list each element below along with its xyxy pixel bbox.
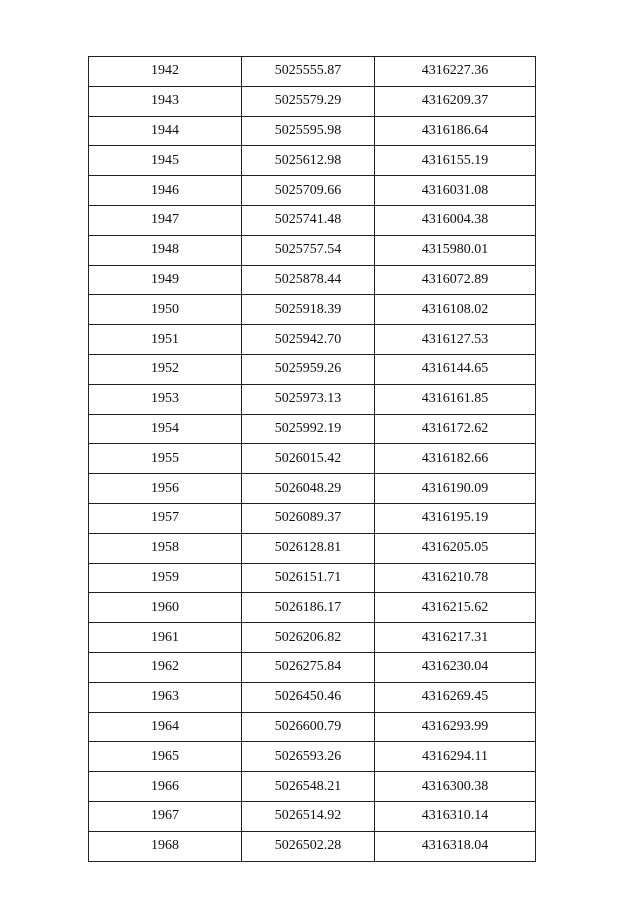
x-coordinate-cell: 5025973.13 (242, 384, 375, 414)
table-row (89, 563, 536, 593)
table-row (89, 146, 536, 176)
y-coordinate-cell: 4316215.62 (375, 593, 536, 623)
y-coordinate-cell: 4316144.65 (375, 354, 536, 384)
x-coordinate-cell: 5026089.37 (242, 503, 375, 533)
x-coordinate-cell: 5025992.19 (242, 414, 375, 444)
x-coordinate-cell: 5026600.79 (242, 712, 375, 742)
x-coordinate-cell: 5025757.54 (242, 235, 375, 265)
point-number-cell: 1968 (89, 831, 242, 861)
table-row (89, 593, 536, 623)
y-coordinate-cell: 4316004.38 (375, 205, 536, 235)
y-coordinate-cell: 4316072.89 (375, 265, 536, 295)
y-coordinate-cell: 4316318.04 (375, 831, 536, 861)
x-coordinate-cell: 5025579.29 (242, 86, 375, 116)
point-number-cell: 1944 (89, 116, 242, 146)
point-number-cell: 1953 (89, 384, 242, 414)
y-coordinate-cell: 4316155.19 (375, 146, 536, 176)
x-coordinate-cell: 5025741.48 (242, 205, 375, 235)
table-row (89, 176, 536, 206)
point-number-cell: 1957 (89, 503, 242, 533)
table-row (89, 623, 536, 653)
point-number-cell: 1954 (89, 414, 242, 444)
point-number-cell: 1961 (89, 623, 242, 653)
x-coordinate-cell: 5025959.26 (242, 354, 375, 384)
y-coordinate-cell: 4316172.62 (375, 414, 536, 444)
x-coordinate-cell: 5026502.28 (242, 831, 375, 861)
y-coordinate-cell: 4316227.36 (375, 57, 536, 87)
x-coordinate-cell: 5026548.21 (242, 772, 375, 802)
y-coordinate-cell: 4316217.31 (375, 623, 536, 653)
point-number-cell: 1966 (89, 772, 242, 802)
point-number-cell: 1962 (89, 652, 242, 682)
point-number-cell: 1945 (89, 146, 242, 176)
y-coordinate-cell: 4316195.19 (375, 503, 536, 533)
point-number-cell: 1960 (89, 593, 242, 623)
point-number-cell: 1955 (89, 444, 242, 474)
point-number-cell: 1964 (89, 712, 242, 742)
table-row (89, 772, 536, 802)
point-number-cell: 1947 (89, 205, 242, 235)
y-coordinate-cell: 4316190.09 (375, 474, 536, 504)
y-coordinate-cell: 4316209.37 (375, 86, 536, 116)
y-coordinate-cell: 4316294.11 (375, 742, 536, 772)
table-row (89, 116, 536, 146)
coordinate-table-body (89, 57, 536, 862)
x-coordinate-cell: 5025709.66 (242, 176, 375, 206)
point-number-cell: 1951 (89, 325, 242, 355)
table-row (89, 444, 536, 474)
coordinate-table (88, 56, 536, 862)
table-row (89, 205, 536, 235)
point-number-cell: 1959 (89, 563, 242, 593)
table-row (89, 384, 536, 414)
point-number-cell: 1958 (89, 533, 242, 563)
point-number-cell: 1965 (89, 742, 242, 772)
point-number-cell: 1950 (89, 295, 242, 325)
x-coordinate-cell: 5026206.82 (242, 623, 375, 653)
x-coordinate-cell: 5026450.46 (242, 682, 375, 712)
table-row (89, 354, 536, 384)
y-coordinate-cell: 4315980.01 (375, 235, 536, 265)
x-coordinate-cell: 5026593.26 (242, 742, 375, 772)
x-coordinate-cell: 5026015.42 (242, 444, 375, 474)
y-coordinate-cell: 4316300.38 (375, 772, 536, 802)
table-row (89, 86, 536, 116)
table-row (89, 533, 536, 563)
x-coordinate-cell: 5025878.44 (242, 265, 375, 295)
x-coordinate-cell: 5026151.71 (242, 563, 375, 593)
y-coordinate-cell: 4316210.78 (375, 563, 536, 593)
y-coordinate-cell: 4316127.53 (375, 325, 536, 355)
point-number-cell: 1946 (89, 176, 242, 206)
x-coordinate-cell: 5025612.98 (242, 146, 375, 176)
table-row (89, 414, 536, 444)
point-number-cell: 1942 (89, 57, 242, 87)
x-coordinate-cell: 5026275.84 (242, 652, 375, 682)
table-row (89, 235, 536, 265)
y-coordinate-cell: 4316031.08 (375, 176, 536, 206)
point-number-cell: 1943 (89, 86, 242, 116)
table-row (89, 652, 536, 682)
point-number-cell: 1956 (89, 474, 242, 504)
table-row (89, 742, 536, 772)
table-row (89, 57, 536, 87)
x-coordinate-cell: 5025918.39 (242, 295, 375, 325)
x-coordinate-cell: 5025595.98 (242, 116, 375, 146)
y-coordinate-cell: 4316108.02 (375, 295, 536, 325)
point-number-cell: 1952 (89, 354, 242, 384)
table-row (89, 474, 536, 504)
y-coordinate-cell: 4316205.05 (375, 533, 536, 563)
table-row (89, 682, 536, 712)
table-row (89, 325, 536, 355)
y-coordinate-cell: 4316186.64 (375, 116, 536, 146)
table-row (89, 503, 536, 533)
table-row (89, 265, 536, 295)
x-coordinate-cell: 5026048.29 (242, 474, 375, 504)
point-number-cell: 1948 (89, 235, 242, 265)
table-row (89, 295, 536, 325)
x-coordinate-cell: 5025555.87 (242, 57, 375, 87)
y-coordinate-cell: 4316230.04 (375, 652, 536, 682)
table-row (89, 831, 536, 861)
x-coordinate-cell: 5025942.70 (242, 325, 375, 355)
table-row (89, 712, 536, 742)
x-coordinate-cell: 5026128.81 (242, 533, 375, 563)
y-coordinate-cell: 4316182.66 (375, 444, 536, 474)
y-coordinate-cell: 4316310.14 (375, 801, 536, 831)
point-number-cell: 1949 (89, 265, 242, 295)
point-number-cell: 1967 (89, 801, 242, 831)
y-coordinate-cell: 4316293.99 (375, 712, 536, 742)
x-coordinate-cell: 5026186.17 (242, 593, 375, 623)
y-coordinate-cell: 4316269.45 (375, 682, 536, 712)
table-row (89, 801, 536, 831)
x-coordinate-cell: 5026514.92 (242, 801, 375, 831)
point-number-cell: 1963 (89, 682, 242, 712)
y-coordinate-cell: 4316161.85 (375, 384, 536, 414)
